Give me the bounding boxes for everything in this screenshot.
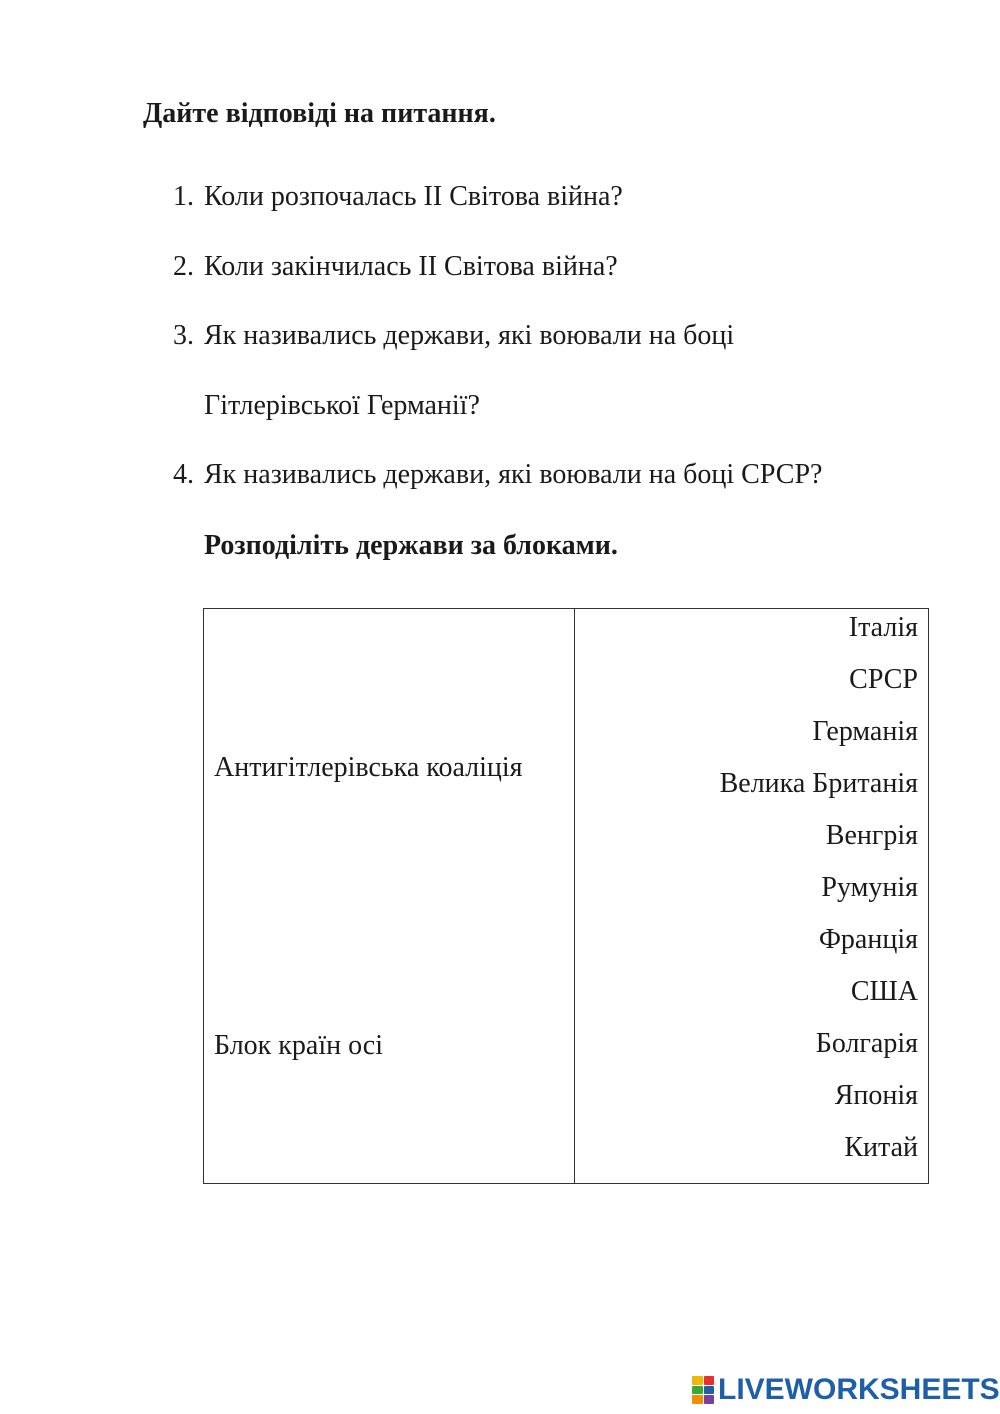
logo-square-icon — [692, 1395, 703, 1404]
question-4 — [173, 458, 822, 492]
drop-zone-allies[interactable]: Антигітлерівська коаліція — [214, 752, 523, 783]
logo-square-icon — [692, 1376, 703, 1385]
question-3-continuation: Гітлерівської Германії? — [204, 390, 480, 421]
question-text: Як називались держави, які воювали на боці СРСР? — [204, 459, 823, 490]
question-text: Коли закінчилась II Світова війна? — [204, 251, 618, 282]
task-heading: Розподіліть держави за блоками. — [204, 530, 618, 561]
column-divider — [574, 609, 575, 1183]
country-item[interactable]: Китай — [844, 1132, 918, 1163]
logo-square-icon — [692, 1386, 703, 1395]
country-item[interactable]: Італія — [848, 612, 918, 643]
country-item[interactable]: Велика Британія — [719, 768, 918, 799]
logo-text: LIVEWORKSHEETS — [718, 1373, 1000, 1406]
country-item[interactable]: Болгарія — [815, 1028, 918, 1059]
question-1 — [173, 180, 623, 214]
question-text: Як називались держави, які воювали на боці — [204, 320, 735, 351]
logo-square-icon — [704, 1376, 715, 1385]
logo-square-icon — [704, 1386, 715, 1395]
liveworksheets-logo — [692, 1373, 1000, 1407]
question-text: Коли розпочалась II Світова війна? — [204, 181, 623, 212]
question-number: 4. — [173, 459, 194, 490]
page-heading: Дайте відповіді на питання. — [143, 98, 496, 129]
sorting-table — [203, 608, 929, 1184]
drop-zone-axis[interactable]: Блок країн осі — [214, 1030, 383, 1061]
logo-square-icon — [704, 1395, 715, 1404]
logo-grid-icon — [692, 1376, 714, 1404]
country-item[interactable]: Румунія — [821, 872, 918, 903]
country-item[interactable]: Франція — [818, 924, 918, 955]
question-number: 1. — [173, 181, 194, 212]
country-item[interactable]: США — [850, 976, 918, 1007]
question-number: 3. — [173, 320, 194, 351]
country-item[interactable]: Японія — [834, 1080, 918, 1111]
country-item[interactable]: СРСР — [849, 664, 918, 695]
question-number: 2. — [173, 251, 194, 282]
question-3 — [173, 319, 734, 353]
country-item[interactable]: Германія — [812, 716, 918, 747]
question-2 — [173, 250, 618, 284]
country-item[interactable]: Венгрія — [825, 820, 918, 851]
